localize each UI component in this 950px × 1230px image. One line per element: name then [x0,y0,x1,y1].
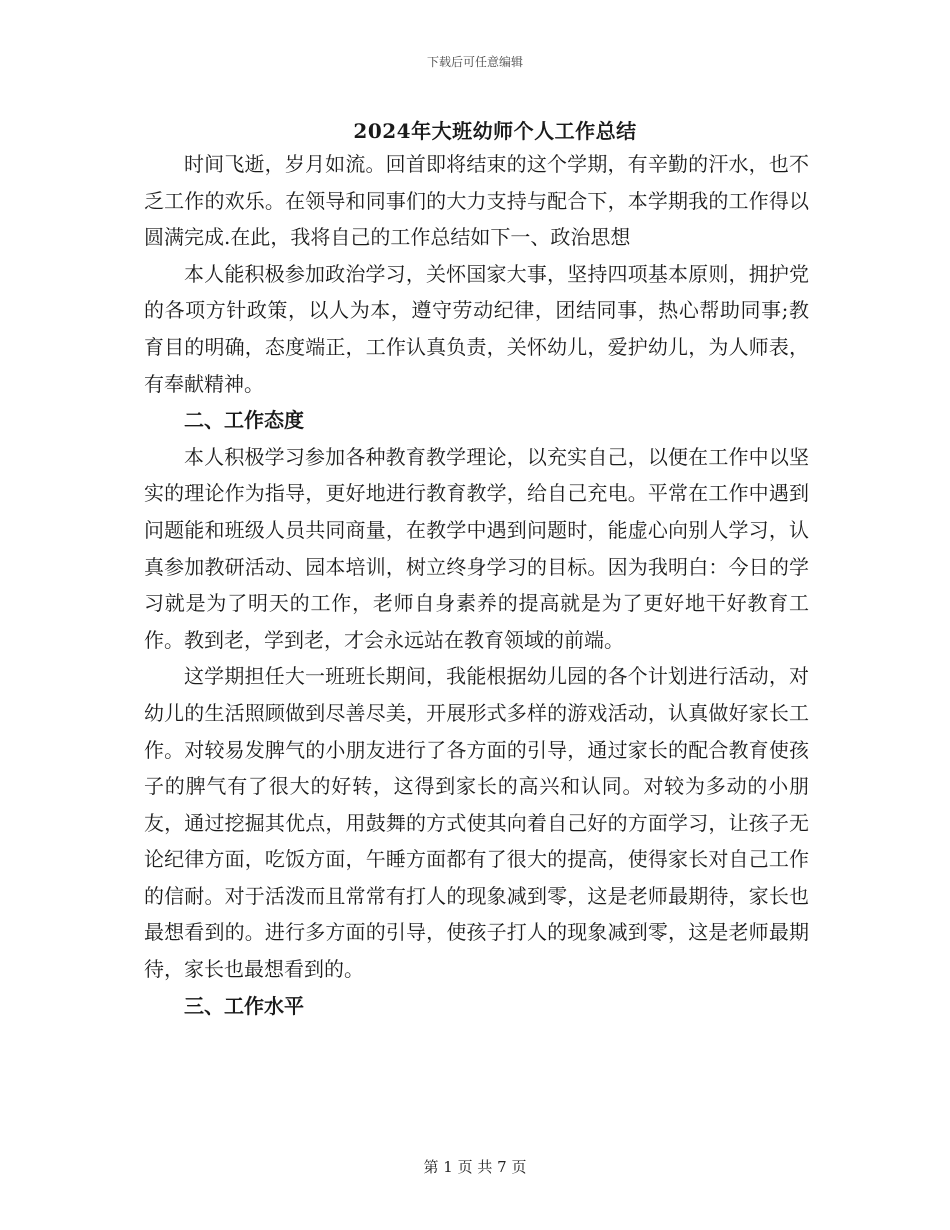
page-header-note: 下载后可任意编辑 [426,55,523,69]
paragraph-politics: 本人能积极参加政治学习，关怀国家大事，坚持四项基本原则，拥护党的各项方针政策，以人为本，遵守劳动纪律，团结同事，热心帮助同事;教育目的明确，态度端正，工作认真负责，关怀幼儿，爱护幼儿，为人师表，有奉献精神。 [144,261,809,396]
paragraph-learning: 本人积极学习参加各种教育教学理论，以充实自己，以便在工作中以坚实的理论作为指导，更好地进行教育教学，给自己充电。平常在工作中遇到问题能和班级人员共同商量，在教学中遇到问题时，能虚心向别人学习，认真参加教研活动、园本培训，树立终身学习的目标。因为我明白：今日的学习就是为了明天的工作，老师自身素养的提高就是为了更好地干好教育工作。教到老，学到老，才会永远站在教育领域的前端。 [144,444,809,652]
section-heading-work-attitude: 二、工作态度 [184,408,304,433]
document-title: 2024年大班幼师个人工作总结 [353,119,637,143]
section-heading-work-level: 三、工作水平 [184,993,304,1018]
document-body [144,146,809,1024]
page-number: 第 1 页 共 7 页 [423,1158,527,1176]
paragraph-intro: 时间飞逝，岁月如流。回首即将结束的这个学期，有辛勤的汗水，也不乏工作的欢乐。在领导和同事们的大力支持与配合下，本学期我的工作得以圆满完成.在此，我将自己的工作总结如下一、政治思想 [144,152,809,250]
paragraph-class-leader: 这学期担任大一班班长期间，我能根据幼儿园的各个计划进行活动，对幼儿的生活照顾做到尽善尽美，开展形式多样的游戏活动，认真做好家长工作。对较易发脾气的小朋友进行了各方面的引导，通过家长的配合教育使孩子的脾气有了很大的好转，这得到家长的高兴和认同。对较为多动的小朋友，通过挖掘其优点，用鼓舞的方式使其向着自己好的方面学习，让孩子无论纪律方面，吃饭方面，午睡方面都有了很大的提高，使得家长对自己工作的信耐。对于活泼而且常常有打人的现象减到零，这是老师最期待，家长也最想看到的。进行多方面的引导，使孩子打人的现象减到零，这是老师最期待，家长也最想看到的。 [144,664,809,982]
